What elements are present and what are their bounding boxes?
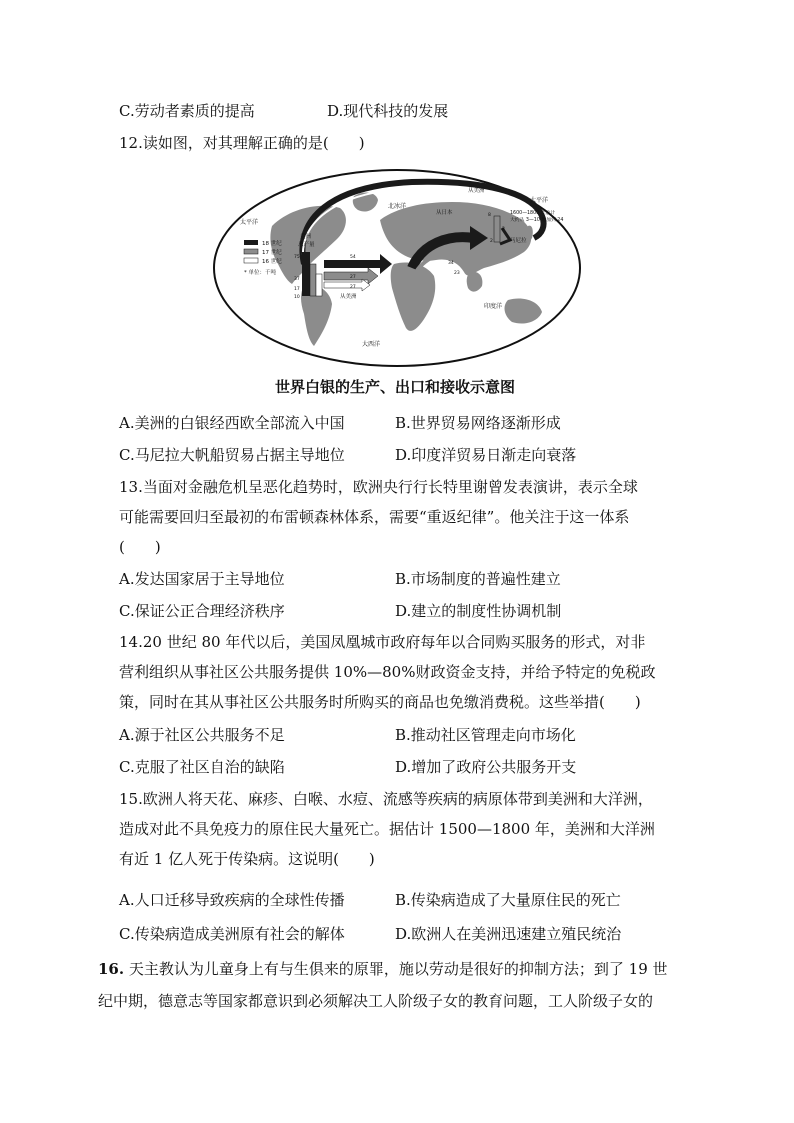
- legend-17: 17 世纪: [262, 250, 282, 256]
- japan: [526, 226, 533, 240]
- label-arctic: 北冰洋: [388, 203, 407, 210]
- label-atlantic: 大西洋: [362, 341, 381, 348]
- label-indian: 印度洋: [484, 303, 503, 310]
- q14-option-c: C.克服了社区自治的缺陷: [119, 758, 285, 776]
- value-n12: 8: [488, 213, 491, 218]
- q15-option-d: D.欧洲人在美洲迅速建立殖民统治: [395, 925, 622, 943]
- label-pacific-left: 太平洋: [240, 219, 259, 226]
- q12-option-a: A.美洲的白银经西欧全部流入中国: [119, 414, 345, 432]
- label-note-2: 大约从 3—10 增加到 24: [510, 218, 564, 223]
- value-n9: 23: [454, 271, 460, 276]
- q14-option-d: D.增加了政府公共服务开支: [395, 758, 577, 776]
- label-from-japan: 从日本: [436, 210, 453, 216]
- label-manila: 马尼拉: [510, 238, 527, 244]
- legend-swatch-17: [244, 249, 258, 254]
- q15-line-3: 有近 1 亿人死于传染病。这说明( ): [119, 850, 375, 868]
- q16-line-1-text: 天主教认为儿童身上有与生俱来的原罪，施以劳动是很好的抑制方法；到了 19 世: [128, 960, 668, 978]
- q15-line-2: 造成对此不具免疫力的原住民大量死亡。据估计 1500—1800 年，美洲和大洋洲: [119, 820, 655, 838]
- americas-bar-17: [310, 264, 316, 296]
- q15-option-a: A.人口迁移导致疾病的全球性传播: [119, 891, 345, 909]
- q15-line-1: 15.欧洲人将天花、麻疹、白喉、水痘、流感等疾病的病原体带到美洲和大洋洲，: [119, 790, 653, 808]
- q13-line-3: ( ): [119, 538, 161, 556]
- americas-bar-18: [302, 252, 310, 296]
- silver-flow-map: [212, 168, 582, 368]
- q11-option-d: D.现代科技的发展: [327, 102, 449, 120]
- q12-stem: 12.读如图，对其理解正确的是( ): [119, 134, 365, 152]
- q15-option-c: C.传染病造成美洲原有社会的解体: [119, 925, 345, 943]
- q14-option-a: A.源于社区公共服务不足: [119, 726, 285, 744]
- legend-unit: * 单位：千吨: [244, 270, 276, 276]
- q16-line-2: 纪中期，德意志等国家都意识到必须解决工人阶级子女的教育问题，工人阶级子女的: [98, 992, 654, 1010]
- q13-line-2: 可能需要回归至最初的布雷顿森林体系，需要“重返纪律”。他关注于这一体系: [119, 508, 630, 526]
- q14-line-3: 策，同时在其从事社区公共服务时所购买的商品也免缴消费税。这些举措( ): [119, 693, 641, 711]
- q14-line-1: 14.20 世纪 80 年代以后，美国凤凰城市政府每年以合同购买服务的形式，对非: [119, 633, 646, 651]
- legend-swatch-18: [244, 240, 258, 245]
- q15-option-b: B.传染病造成了大量原住民的死亡: [395, 891, 621, 909]
- value-n10: 3: [502, 227, 505, 232]
- label-note-1: 1600—1800 年总计: [510, 211, 556, 216]
- q13-option-d: D.建立的制度性协调机制: [395, 602, 562, 620]
- value-n11: 2: [490, 239, 493, 244]
- q13-option-c: C.保证公正合理经济秩序: [119, 602, 285, 620]
- q14-line-2: 营利组织从事社区公共服务提供 10%—80%财政资金支持，并给予特定的免税政: [119, 663, 656, 681]
- q16-line-1: [98, 959, 668, 979]
- q16-number: 16.: [98, 960, 125, 978]
- value-n1: 75: [294, 255, 300, 260]
- value-n5: 17: [294, 287, 300, 292]
- value-n7: 10: [294, 295, 300, 300]
- americas-bar-16: [316, 274, 322, 296]
- legend-swatch-16: [244, 258, 258, 263]
- q12-option-b: B.世界贸易网络逐渐形成: [395, 414, 561, 432]
- value-n6: 27: [350, 285, 356, 290]
- q13-option-b: B.市场制度的普遍性建立: [395, 570, 561, 588]
- label-from-americas-top: 从美洲: [468, 188, 485, 194]
- silver-map-svg: [212, 168, 582, 368]
- value-n3: 37: [294, 277, 300, 282]
- q14-option-b: B.推动社区管理走向市场化: [395, 726, 576, 744]
- legend-18: 18 世纪: [262, 241, 282, 247]
- value-n4: 27: [350, 275, 356, 280]
- label-pacific-right: 太平洋: [530, 197, 549, 204]
- legend-16: 16 世纪: [262, 259, 282, 265]
- q13-option-a: A.发达国家居于主导地位: [119, 570, 285, 588]
- value-n2: 54: [350, 255, 356, 260]
- label-americas-1: 美洲: [300, 234, 312, 240]
- label-from-americas: 从美洲: [340, 294, 357, 300]
- q13-line-1: 13.当面对金融危机呈恶化趋势时，欧洲央行行长特里谢曾发表演讲，表示全球: [119, 478, 638, 496]
- value-n8: 34: [448, 261, 454, 266]
- q12-option-c: C.马尼拉大帆船贸易占据主导地位: [119, 446, 345, 464]
- figure-caption: 世界白银的生产、出口和接收示意图: [274, 378, 515, 396]
- q12-option-d: D.印度洋贸易日渐走向衰落: [395, 446, 577, 464]
- japan-bar: [494, 216, 500, 242]
- label-americas-2: 总产量: [298, 242, 315, 248]
- q11-option-c: C.劳动者素质的提高: [119, 102, 255, 120]
